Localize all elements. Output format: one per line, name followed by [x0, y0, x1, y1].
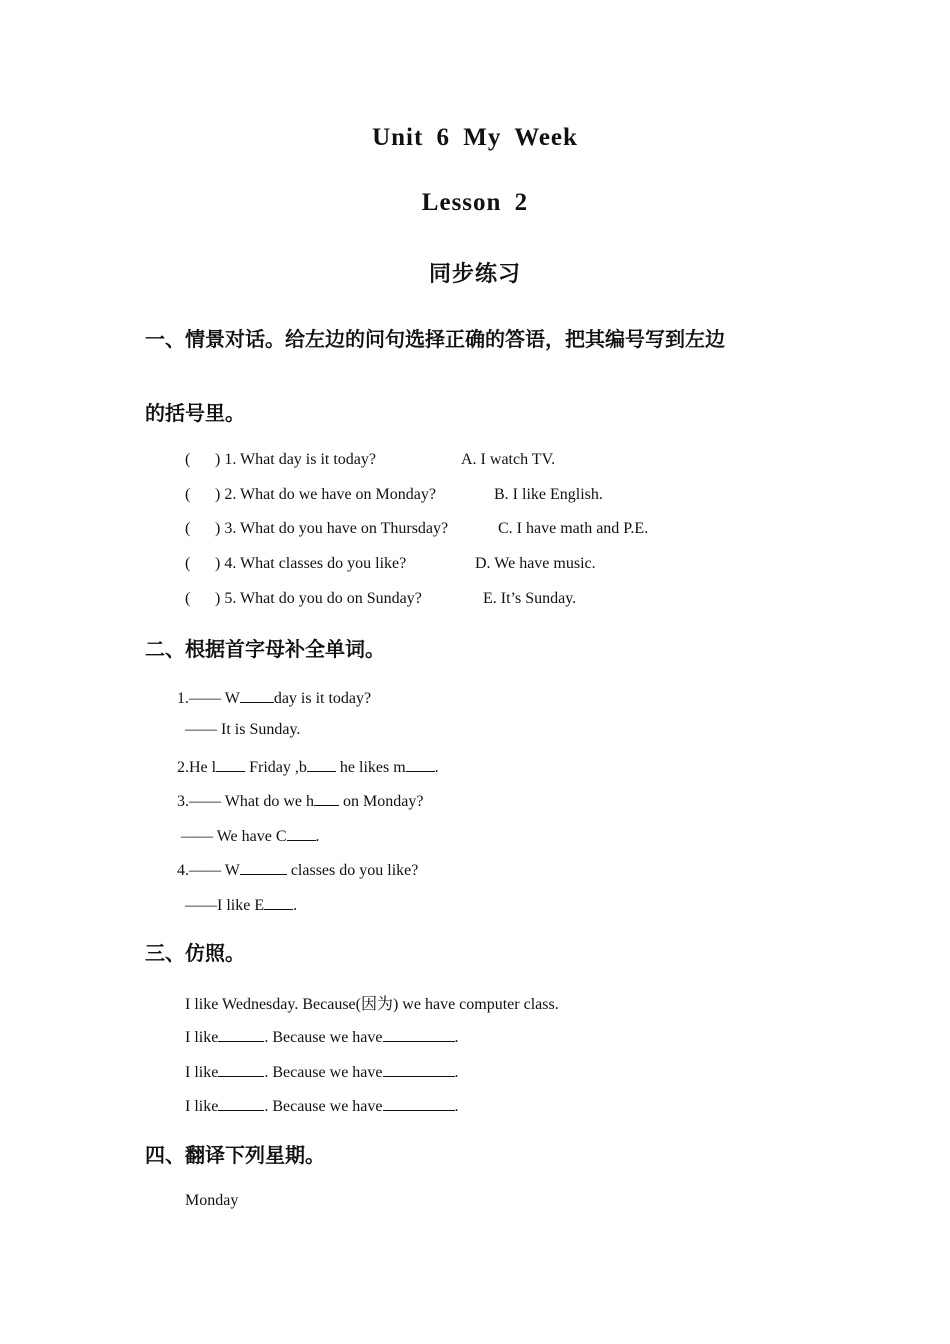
fill-line: [177, 687, 371, 708]
text: .: [454, 1029, 459, 1046]
fill-line: [181, 825, 320, 846]
text: Friday ,b: [245, 759, 307, 776]
subtitle: 同步练习: [428, 262, 521, 287]
text: .: [454, 1098, 459, 1115]
class-blank[interactable]: [383, 1095, 455, 1111]
question: ) 2. What do we have on Monday?: [215, 486, 436, 503]
section2-heading: 二、根据首字母补全单词。: [145, 637, 385, 661]
answer-bracket[interactable]: (: [185, 590, 191, 607]
text: 4.—— W: [177, 862, 240, 879]
example-sentence: I like Wednesday. Because(因为) we have computer class.: [185, 996, 559, 1013]
matching-item: [185, 555, 406, 573]
day-blank[interactable]: [218, 1095, 264, 1111]
blank[interactable]: [240, 859, 287, 875]
text: . Because we have: [264, 1098, 383, 1115]
answer-bracket[interactable]: (: [185, 451, 191, 468]
lesson-title: Lesson 2: [421, 189, 529, 216]
weekday-item: Monday: [185, 1192, 239, 1209]
day-blank[interactable]: [218, 1026, 264, 1042]
blank[interactable]: [406, 756, 435, 772]
text: . Because we have: [264, 1029, 383, 1046]
blank[interactable]: [314, 790, 339, 806]
question: ) 3. What do you have on Thursday?: [215, 520, 449, 537]
matching-item: [185, 520, 448, 538]
blank[interactable]: [264, 894, 293, 910]
page-title: Unit 6 My Week: [372, 124, 578, 151]
class-blank[interactable]: [383, 1061, 455, 1077]
text: .: [315, 828, 320, 845]
answer-bracket[interactable]: (: [185, 486, 191, 503]
fill-line: [177, 790, 423, 811]
text: I like: [185, 1064, 219, 1081]
answer-bracket[interactable]: (: [185, 555, 191, 572]
answer-bracket[interactable]: (: [185, 520, 191, 537]
blank[interactable]: [307, 756, 336, 772]
fill-line: [177, 756, 439, 777]
matching-item: [185, 486, 436, 504]
section1-heading-cont: 的括号里。: [145, 401, 245, 425]
text: .: [454, 1064, 459, 1081]
section4-heading: 四、翻译下列星期。: [145, 1143, 325, 1167]
text: day is it today?: [273, 690, 372, 707]
answer-option: A. I watch TV.: [461, 451, 556, 468]
fill-line: [185, 894, 297, 915]
answer-option: E. It’s Sunday.: [483, 590, 577, 607]
day-blank[interactable]: [218, 1061, 264, 1077]
imitate-line: [185, 1095, 459, 1116]
text: on Monday?: [339, 793, 424, 810]
text: I like: [185, 1029, 219, 1046]
blank[interactable]: [240, 687, 274, 703]
fill-line: [177, 859, 418, 880]
imitate-line: [185, 1026, 459, 1047]
section1-heading: 一、情景对话。给左边的问句选择正确的答语，把其编号写到左边: [145, 327, 725, 351]
blank[interactable]: [216, 756, 245, 772]
text: .: [293, 897, 298, 914]
answer-option: C. I have math and P.E.: [498, 520, 649, 537]
question: ) 4. What classes do you like?: [215, 555, 407, 572]
text: classes do you like?: [286, 862, 419, 879]
class-blank[interactable]: [383, 1026, 455, 1042]
answer-option: B. I like English.: [494, 486, 603, 503]
question: ) 5. What do you do on Sunday?: [215, 590, 422, 607]
imitate-line: [185, 1061, 459, 1082]
text: —— We have C: [181, 828, 287, 845]
text: . Because we have: [264, 1064, 383, 1081]
text: 3.—— What do we h: [177, 793, 315, 810]
answer-option: D. We have music.: [475, 555, 596, 572]
text: I like: [185, 1098, 219, 1115]
text: he likes m: [335, 759, 406, 776]
section3-heading: 三、仿照。: [145, 941, 245, 965]
matching-item: [185, 451, 376, 469]
text: 1.—— W: [177, 690, 240, 707]
matching-item: [185, 590, 422, 608]
fill-line: —— It is Sunday.: [185, 721, 301, 738]
text: 2.He l: [177, 759, 217, 776]
blank[interactable]: [287, 825, 316, 841]
text: ——I like E: [185, 897, 265, 914]
text: .: [434, 759, 439, 776]
question: ) 1. What day is it today?: [215, 451, 376, 468]
